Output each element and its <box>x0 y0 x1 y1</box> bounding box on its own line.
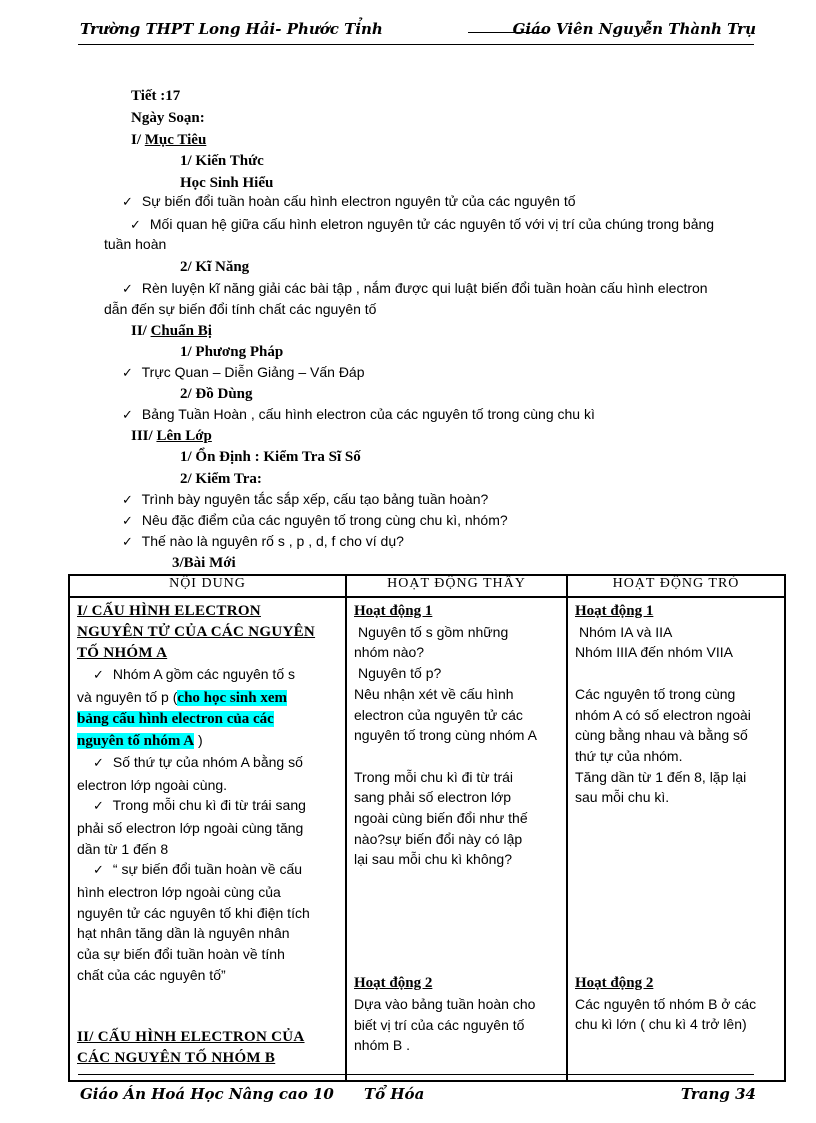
spacer <box>575 663 778 684</box>
content-text-line: hình electron lớp ngoài cùng của <box>77 884 281 901</box>
check-mark-icon: ✓ <box>122 366 133 381</box>
check-heading: 2/ Kiểm Tra: <box>180 471 262 487</box>
column-header: NỘI DUNG <box>69 575 346 597</box>
teacher-text: nào?sự biến đổi này có lập <box>354 830 523 847</box>
highlighted-text: cho học sinh xem <box>177 689 287 706</box>
class-heading-num: III/ <box>131 428 153 444</box>
content-text: Trong mỗi chu kì đi từ trái sang <box>112 797 306 814</box>
table-row <box>69 597 785 1081</box>
page-number: Trang 34 <box>680 1085 756 1103</box>
teacher-text: Trong mỗi chu kì đi từ trái <box>354 768 514 785</box>
content-text-line: chất của các nguyên tố” <box>77 966 226 983</box>
check-mark-icon: ✓ <box>93 863 104 879</box>
question-item <box>122 510 508 532</box>
content-text-line <box>77 730 339 752</box>
knowledge-heading: 1/ Kiến Thức <box>180 153 264 169</box>
check-mark-icon: ✓ <box>122 535 133 550</box>
content-text: Số thứ tự của nhóm A bằng số <box>112 753 303 770</box>
content-point <box>77 859 339 882</box>
skills-item <box>122 278 708 300</box>
student-text: chu kì lớn ( chu kì 4 trở lên) <box>575 1016 747 1033</box>
lesson-number: Tiết :17 <box>131 88 181 104</box>
group-name: Tổ Hóa <box>364 1085 425 1103</box>
content-text-line: electron lớp ngoài cùng. <box>77 776 228 793</box>
student-text: Nhóm IA và IIA <box>579 623 673 640</box>
check-mark-icon: ✓ <box>93 799 104 815</box>
content-text-line: nguyên tử các nguyên tố khi điện tích <box>77 904 310 921</box>
content-text-line: của sự biến đổi tuần hoàn về tính <box>77 946 285 963</box>
teacher-text: nhóm nào? <box>354 644 425 661</box>
book-title: Giáo Án Hoá Học Nâng cao 10 <box>80 1085 334 1103</box>
content-text: Nhóm A gồm các nguyên tố s <box>112 666 295 682</box>
knowledge-item <box>122 191 576 213</box>
teacher-body <box>347 598 566 1060</box>
activity-title: Hoạt động 2 <box>354 975 433 992</box>
check-mark-icon: ✓ <box>122 514 133 529</box>
spacer <box>354 870 560 973</box>
knowledge-item-text: Mối quan hệ giữa cấu hình eletron nguyên tử các nguyên tố với vị trí của chúng trong bảng <box>149 216 715 232</box>
teacher-text: nguyên tố trong cùng nhóm A <box>354 727 537 744</box>
header-rule <box>78 44 754 45</box>
question-text: Nêu đặc điểm của các nguyên tố trong cùng chu kì, nhóm? <box>141 512 508 528</box>
knowledge-item-text: Sự biến đổi tuần hoàn cấu hình electron nguyên tử của các nguyên tố <box>141 193 576 209</box>
content-text-line: phải số electron lớp ngoài cùng tăng <box>77 819 304 836</box>
footer-rule <box>78 1074 754 1075</box>
student-text: nhóm A có số electron ngoài <box>575 706 751 723</box>
content-text-line <box>77 687 339 709</box>
student-text: sau mỗi chu kì. <box>575 789 670 806</box>
section-title: NGUYÊN TỬ CỦA CÁC NGUYÊN <box>77 624 316 640</box>
check-mark-icon: ✓ <box>93 755 104 771</box>
content-text: và nguyên tố p ( <box>77 688 178 705</box>
spacer <box>575 808 778 973</box>
tools-item-text: Bảng Tuần Hoàn , cấu hình electron của các nguyên tố trong cùng chu kì <box>141 406 595 422</box>
question-item <box>122 531 404 553</box>
teacher-name: Giáo Viên Nguyễn Thành Trụ <box>512 20 756 38</box>
skills-heading: 2/ Kĩ Năng <box>180 259 250 275</box>
teacher-text: nhóm B . <box>354 1037 411 1054</box>
knowledge-item <box>130 214 714 236</box>
section-title: II/ CẤU HÌNH ELECTRON CỦA <box>77 1028 305 1045</box>
check-mark-icon: ✓ <box>122 282 133 297</box>
student-text: Nhóm IIIA đến nhóm VIIA <box>575 644 733 661</box>
student-text: cùng bằng nhau và bằng số <box>575 727 748 744</box>
teacher-text: Nêu nhận xét về cấu hình <box>354 685 514 702</box>
new-lesson-heading: 3/Bài Mới <box>172 555 236 571</box>
spacer <box>354 746 560 767</box>
student-text: thứ tự của nhóm. <box>575 747 683 764</box>
method-item <box>122 362 365 384</box>
stabilize-heading: 1/ Ổn Định : Kiểm Tra Sĩ Số <box>180 449 361 465</box>
prep-heading <box>131 321 212 341</box>
student-cell <box>567 597 785 1081</box>
check-mark-icon: ✓ <box>122 195 133 210</box>
check-mark-icon: ✓ <box>130 218 141 233</box>
school-name: Trường THPT Long Hải- Phước Tỉnh <box>80 20 383 38</box>
page-header <box>80 20 756 44</box>
student-text: Các nguyên tố trong cùng <box>575 685 736 702</box>
goal-heading-num: I/ <box>131 132 142 148</box>
activity-title: Hoạt động 1 <box>575 603 654 619</box>
lesson-table <box>68 574 786 1082</box>
goal-heading <box>131 130 206 150</box>
activity-title: Hoạt động 2 <box>575 975 654 992</box>
highlighted-text: nguyên tố nhóm A <box>77 733 195 750</box>
highlighted-text: bảng cấu hình electron của các <box>77 711 274 728</box>
method-item-text: Trực Quan – Diễn Giảng – Vấn Đáp <box>141 364 365 380</box>
page-footer <box>80 1085 756 1109</box>
prep-heading-text: Chuẩn Bị <box>150 323 212 339</box>
skills-item-cont: dẫn đến sự biến đổi tính chất các nguyên tố <box>104 301 377 317</box>
content-cell <box>69 597 346 1081</box>
teacher-text: Nguyên tố s gồm những <box>358 623 509 640</box>
teacher-text: biết vị trí của các nguyên tố <box>354 1016 525 1033</box>
teacher-text: Dựa vào bảng tuần hoàn cho <box>354 995 536 1012</box>
student-body <box>568 598 784 1039</box>
section-title: TỐ NHÓM A <box>77 645 168 661</box>
goal-heading-text: Mục Tiêu <box>144 132 207 148</box>
class-heading <box>131 426 212 446</box>
content-text: ) <box>198 732 203 749</box>
content-text-line: dần từ 1 đến 8 <box>77 840 169 857</box>
column-header: HOẠT ĐỘNG TRÒ <box>567 575 785 597</box>
teacher-text: ngoài cùng biến đổi như thế <box>354 810 528 827</box>
content-point <box>77 795 339 818</box>
question-text: Trình bày nguyên tắc sắp xếp, cấu tạo bảng tuần hoàn? <box>141 491 489 507</box>
teacher-text: lại sau mỗi chu kì không? <box>354 851 512 868</box>
check-mark-icon: ✓ <box>122 408 133 423</box>
prep-date: Ngày Soạn: <box>131 110 205 126</box>
knowledge-item-cont: tuần hoàn <box>104 236 167 252</box>
tools-item <box>122 404 595 426</box>
content-point <box>77 752 339 775</box>
teacher-text: electron của nguyên tử các <box>354 706 523 723</box>
teacher-text: Nguyên tố p? <box>358 665 442 682</box>
teacher-cell <box>346 597 567 1081</box>
tools-heading: 2/ Đồ Dùng <box>180 386 253 402</box>
question-text: Thế nào là nguyên rố s , p , d, f cho ví dụ? <box>141 533 404 549</box>
question-item <box>122 489 488 511</box>
spacer <box>77 986 339 1027</box>
student-text: Các nguyên tố nhóm B ở các <box>575 995 757 1012</box>
activity-title: Hoạt động 1 <box>354 603 433 619</box>
method-heading: 1/ Phương Pháp <box>180 344 284 360</box>
check-mark-icon: ✓ <box>122 493 133 508</box>
class-heading-text: Lên Lớp <box>156 428 212 444</box>
content-text-line: hạt nhân tăng dần là nguyên nhân <box>77 925 290 942</box>
content-text: “ sự biến đổi tuần hoàn về cấu <box>112 861 303 878</box>
skills-item-text: Rèn luyện kĩ năng giải các bài tập , nắm được qui luật biến đổi tuần hoàn cấu hình electron <box>141 280 708 296</box>
prep-heading-num: II/ <box>131 323 147 339</box>
student-text: Tăng dần từ 1 đến 8, lặp lại <box>575 768 747 785</box>
students-understand: Học Sinh Hiểu <box>180 175 274 191</box>
column-header: HOẠT ĐỘNG THẦY <box>346 575 567 597</box>
content-body <box>70 598 345 1073</box>
content-text-line <box>77 708 339 730</box>
content-point <box>77 664 339 687</box>
section-title: I/ CẤU HÌNH ELECTRON <box>77 603 261 619</box>
table-header-row <box>69 575 785 597</box>
section-title: CÁC NGUYÊN TỐ NHÓM B <box>77 1049 276 1066</box>
check-mark-icon: ✓ <box>93 668 104 683</box>
teacher-text: sang phải số electron lớp <box>354 789 512 806</box>
